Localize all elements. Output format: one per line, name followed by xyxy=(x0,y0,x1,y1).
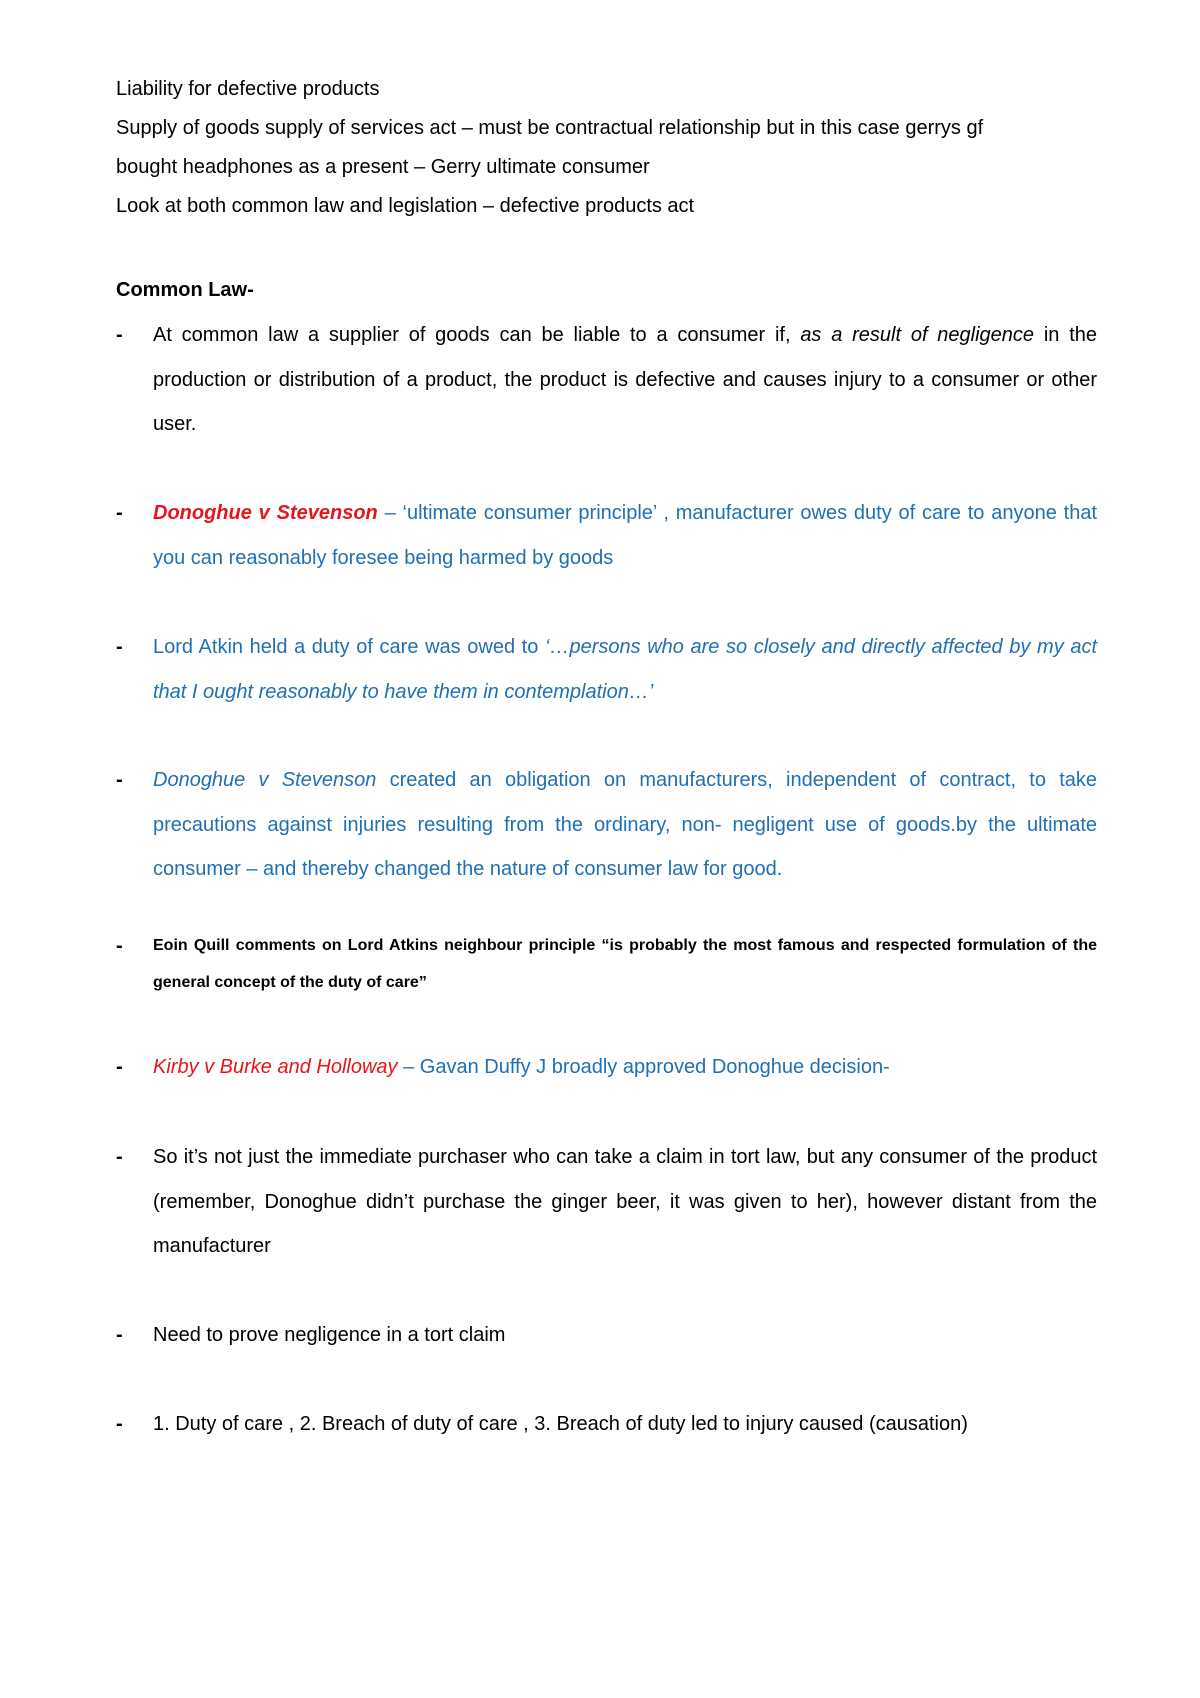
case-name-donoghue: Donoghue v Stevenson xyxy=(153,502,378,524)
bullet-text-segment: – ‘ultimate consumer principle’ , manufacturer owes duty of care to anyone that you can reasonably foresee being harmed by goods xyxy=(153,502,1098,569)
bullet-marker: - xyxy=(116,1056,123,1078)
bullet-text-segment: created an obligation on manufacturers, independent of contract, to take precautions against injuries resulting from the ordinary, non- negligent use of goods.by the ultimate consumer – and thereby changed the nature of consumer law for good. xyxy=(153,769,1098,880)
intro-line-title: Liability for defective products xyxy=(116,78,380,100)
quote-lord-atkin: ‘…persons who are so closely and directly affected by my act that I ought reasonably to have them in contemplation…’ xyxy=(153,636,1098,703)
bullet-marker: - xyxy=(116,324,123,346)
bullet-not-just-purchaser: So it’s not just the immediate purchaser who can take a claim in tort law, but any consumer of the product (remember, Donoghue didn’t purchase the ginger beer, it was given to her), however distant from the manufacturer xyxy=(153,1146,1097,1257)
bullet-eoin-quill: Eoin Quill comments on Lord Atkins neighbour principle “is probably the most famous and respected formulation of the general concept of the duty of care” xyxy=(153,937,1097,991)
intro-line-present: bought headphones as a present – Gerry ultimate consumer xyxy=(116,156,650,178)
bullet-text-segment: Lord Atkin held a duty of care was owed to xyxy=(153,636,545,658)
bullet-marker: - xyxy=(116,935,123,957)
case-name-donoghue: Donoghue v Stevenson xyxy=(153,769,377,791)
case-name-kirby: Kirby v Burke and Holloway xyxy=(153,1056,398,1078)
bullet-marker: - xyxy=(116,769,123,791)
bullet-text-segment: At common law a supplier of goods can be liable to a consumer if, xyxy=(153,324,801,346)
bullet-italic-segment: as a result of negligence xyxy=(800,324,1035,346)
bullet-lord-atkin xyxy=(153,625,1097,714)
bullet-marker: - xyxy=(116,502,123,524)
bullet-marker: - xyxy=(116,1413,123,1435)
bullet-kirby-burke xyxy=(153,1045,1097,1090)
bullet-donoghue-obligation xyxy=(153,758,1097,892)
intro-line-common-law-legislation: Look at both common law and legislation – defective products act xyxy=(116,195,695,217)
bullet-prove-negligence: Need to prove negligence in a tort claim xyxy=(153,1324,506,1346)
bullet-common-law-supplier xyxy=(153,313,1097,447)
bullet-marker: - xyxy=(116,1146,123,1168)
bullet-elements-of-negligence: 1. Duty of care , 2. Breach of duty of care , 3. Breach of duty led to injury caused (causation) xyxy=(153,1413,968,1435)
bullet-marker: - xyxy=(116,1324,123,1346)
bullet-marker: - xyxy=(116,636,123,658)
intro-line-supply-act: Supply of goods supply of services act – must be contractual relationship but in this case gerrys gf xyxy=(116,117,984,139)
bullet-text-segment: – Gavan Duffy J broadly approved Donoghue decision- xyxy=(397,1056,890,1078)
bullet-donoghue-ultimate-consumer xyxy=(153,491,1097,580)
bullet-text-segment: in the production or distribution of a product, the product is defective and causes injury to a consumer or other user. xyxy=(153,324,1097,435)
section-heading: Common Law- xyxy=(116,279,254,301)
